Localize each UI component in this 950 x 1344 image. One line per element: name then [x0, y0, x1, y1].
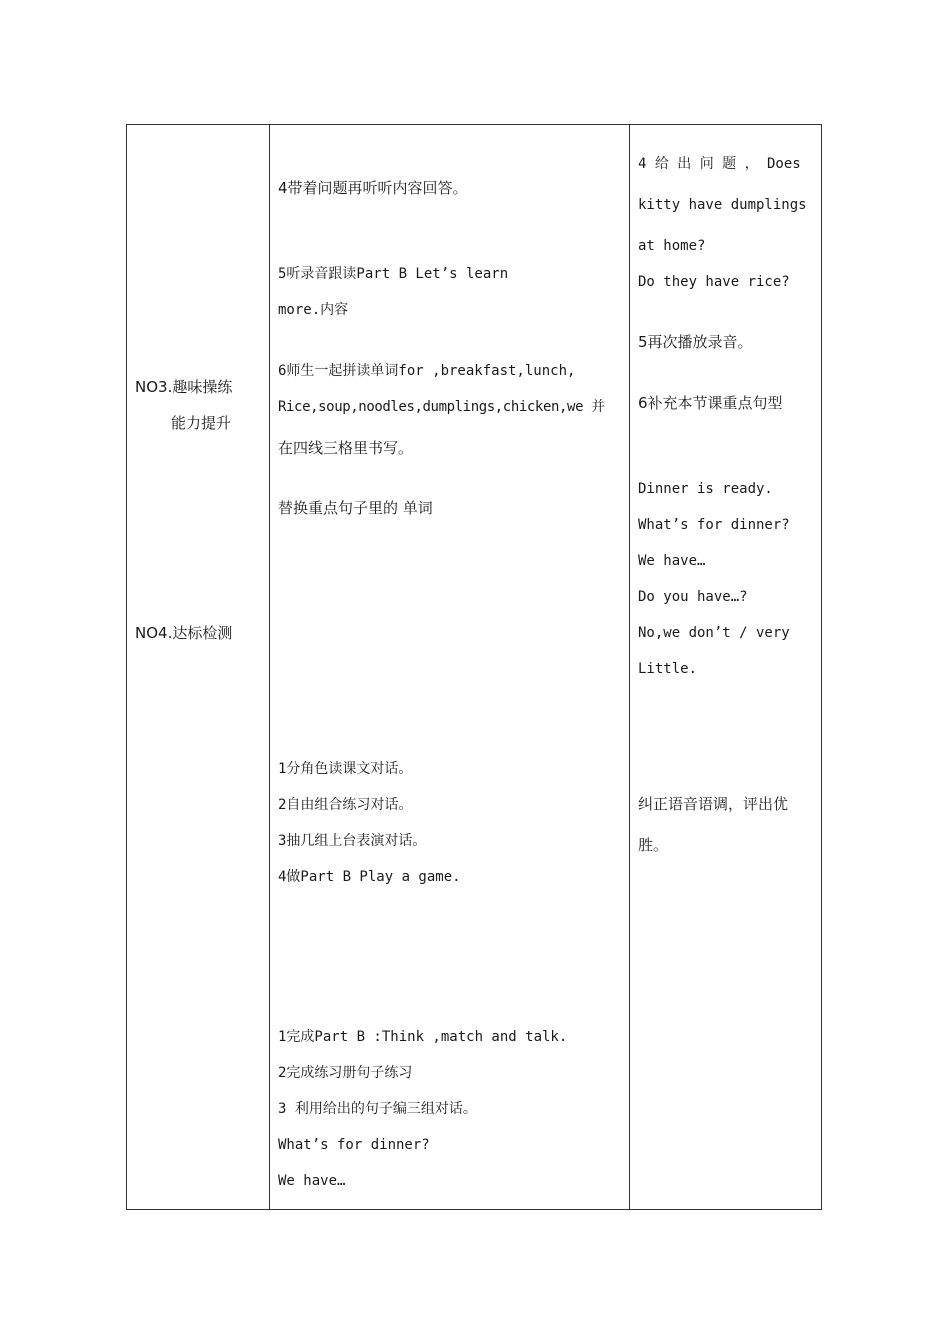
replay-text: 5再次播放录音。 — [638, 333, 753, 351]
section3-title: NO3.趣味操练 — [135, 378, 233, 396]
test-item: We have… — [278, 1173, 346, 1189]
column-divider — [629, 125, 630, 1209]
step-6-text-end: 在四线三格里书写。 — [278, 439, 414, 457]
step-5-text-cont: more.内容 — [278, 302, 349, 318]
step-4-text: 4带着问题再听听内容回答。 — [278, 179, 468, 197]
question-text-cont: kitty have dumplings — [638, 197, 807, 213]
section3-subtitle: 能力提升 — [171, 414, 232, 432]
key-sentence: Dinner is ready. — [638, 481, 773, 497]
practice-item: 1分角色读课文对话。 — [278, 761, 413, 777]
practice-item: 4做Part B Play a game. — [278, 869, 461, 885]
correction-text-cont: 胜。 — [638, 836, 669, 854]
practice-item: 3抽几组上台表演对话。 — [278, 833, 427, 849]
section4-title: NO4.达标检测 — [135, 624, 233, 642]
key-sentence: Do you have…? — [638, 589, 748, 605]
correction-text: 纠正语音语调，评出优 — [638, 795, 789, 813]
test-item: 1完成Part B :Think ,match and talk. — [278, 1029, 568, 1045]
key-sentence: Little. — [638, 661, 698, 677]
key-sentence: No,we don’t / very — [638, 625, 790, 641]
replace-words-text: 替换重点句子里的 单词 — [278, 499, 433, 517]
test-item: 3 利用给出的句子编三组对话。 — [278, 1101, 477, 1117]
test-item: What’s for dinner? — [278, 1137, 430, 1153]
step-6-text-cont: Rice,soup,noodles,dumplings,chicken,we 并 — [278, 399, 605, 415]
key-sentence: What’s for dinner? — [638, 517, 790, 533]
test-item: 2完成练习册句子练习 — [278, 1065, 413, 1081]
column-divider — [269, 125, 270, 1209]
question-text-cont: at home? — [638, 238, 706, 254]
practice-item: 2自由组合练习对话。 — [278, 797, 413, 813]
question-text-cont: Do they have rice? — [638, 274, 790, 290]
step-6-text: 6师生一起拼读单词for ,breakfast,lunch, — [278, 363, 576, 379]
lesson-table — [126, 124, 822, 1210]
step-5-text: 5听录音跟读Part B Let’s learn — [278, 266, 509, 282]
question-text: 4 给 出 问 题 ， Does — [638, 156, 801, 172]
key-sentence: We have… — [638, 553, 706, 569]
supplement-text: 6补充本节课重点句型 — [638, 394, 783, 412]
